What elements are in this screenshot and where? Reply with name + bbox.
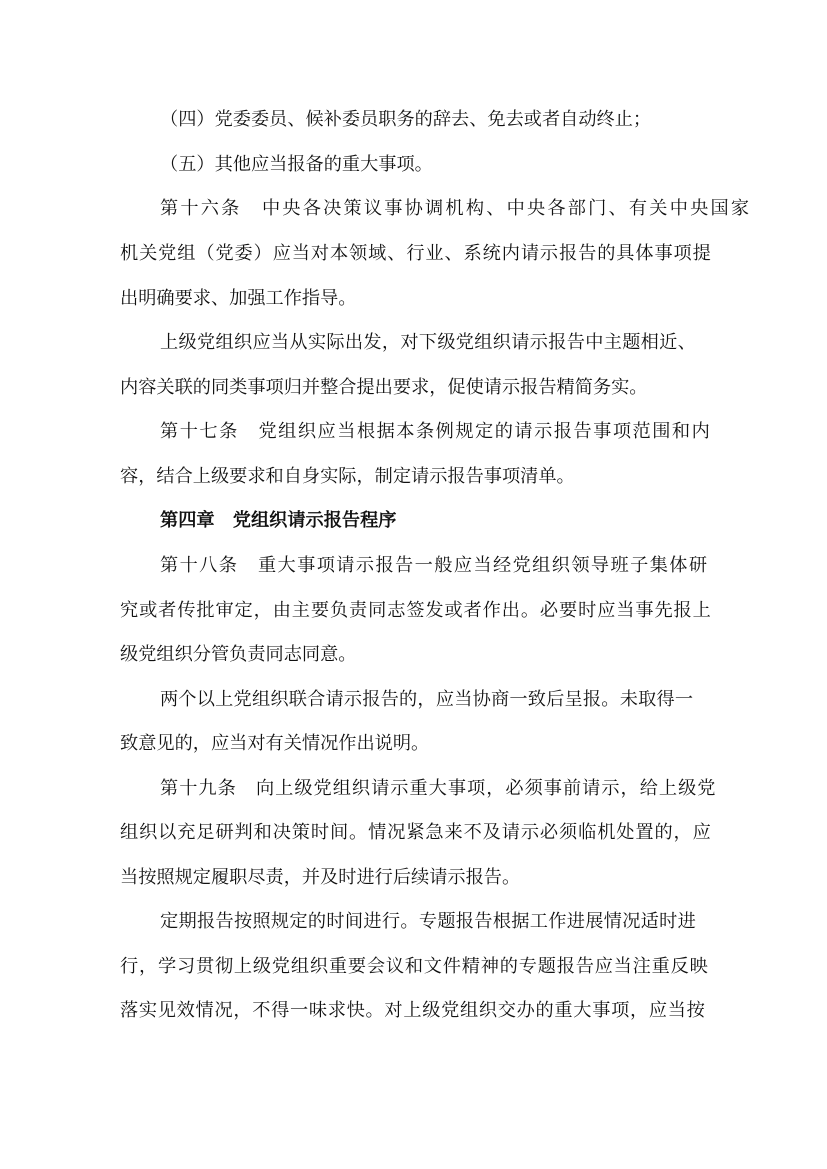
- text-line: （四）党委委员、候补委员职务的辞去、免去或者自动终止；: [160, 109, 652, 130]
- text-line: 定期报告按照规定的时间进行。专题报告根据工作进展情况适时进: [160, 911, 697, 932]
- text-line: 容，结合上级要求和自身实际，制定请示报告事项清单。: [120, 466, 575, 487]
- chapter-heading: 第四章 党组织请示报告程序: [160, 510, 397, 531]
- text-line: 致意见的，应当对有关情况作出说明。: [120, 733, 430, 754]
- text-line: 两个以上党组织联合请示报告的，应当协商一致后呈报。未取得一: [160, 689, 694, 710]
- text-line: 当按照规定履职尽责，并及时进行后续请示报告。: [120, 867, 521, 888]
- text-line: 第十九条 向上级党组织请示重大事项，必须事前请示，给上级党: [160, 778, 717, 799]
- text-line: 行，学习贯彻上级党组织重要会议和文件精神的专题报告应当注重反映: [120, 956, 709, 977]
- text-line: 落实见效情况，不得一味求快。对上级党组织交办的重大事项，应当按: [120, 1000, 706, 1021]
- text-line: 究或者传批审定，由主要负责同志签发或者作出。必要时应当事先报上: [120, 600, 712, 621]
- text-line: 组织以充足研判和决策时间。情况紧急来不及请示必须临机处置的，应: [120, 822, 712, 843]
- text-line: 出明确要求、加强工作指导。: [120, 288, 357, 309]
- text-line: 第十七条 党组织应当根据本条例规定的请示报告事项范围和内: [160, 421, 712, 442]
- text-line: 内容关联的同类事项归并整合提出要求，促使请示报告精简务实。: [120, 377, 648, 398]
- text-line: 上级党组织应当从实际出发，对下级党组织请示报告中主题相近、: [160, 332, 697, 353]
- text-line: 机关党组（党委）应当对本领域、行业、系统内请示报告的具体事项提: [120, 243, 712, 264]
- text-line: 第十八条 重大事项请示报告一般应当经党组织领导班子集体研: [160, 555, 709, 576]
- text-line: 级党组织分管负责同志同意。: [120, 644, 357, 665]
- text-line: （五）其他应当报备的重大事项。: [160, 154, 433, 175]
- text-line: 第十六条 中央各决策议事协调机构、中央各部门、有关中央国家: [160, 198, 752, 219]
